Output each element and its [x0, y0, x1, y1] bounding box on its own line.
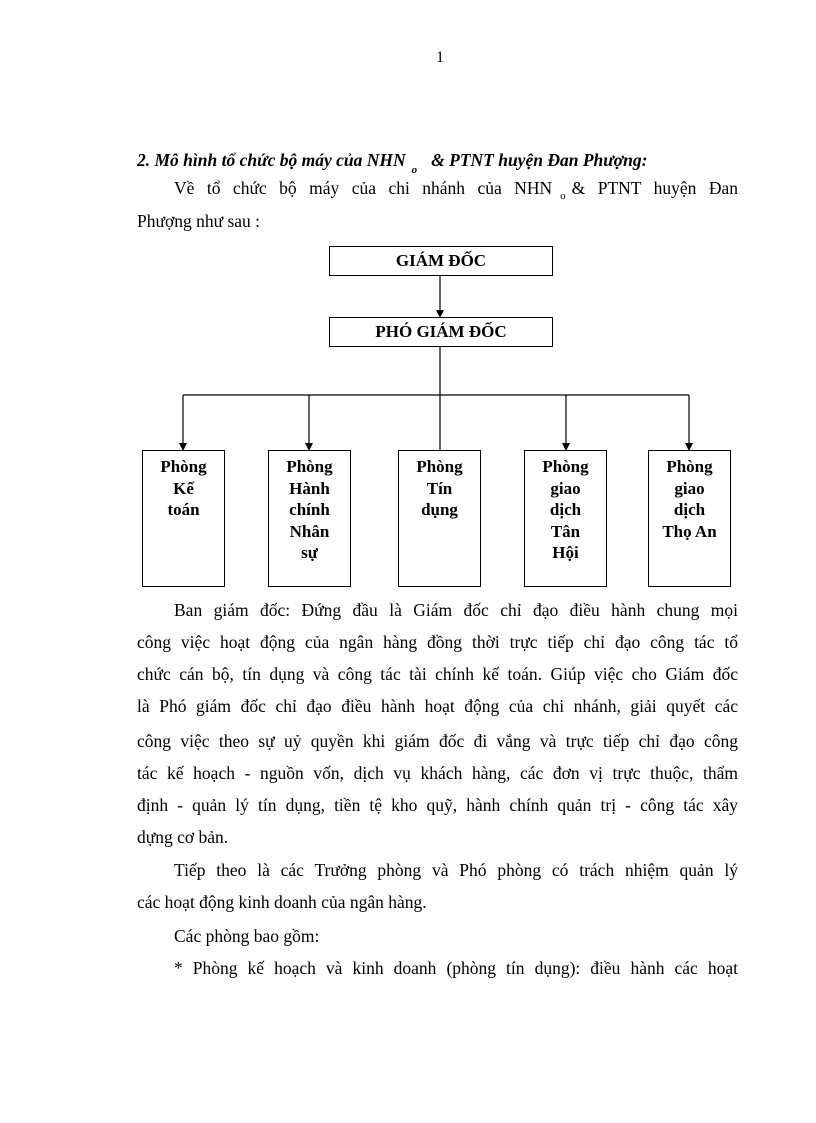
body-line-12: * Phòng kế hoạch và kinh doanh (phòng tín dụng): điều hành các hoạt [174, 958, 738, 978]
body-line-5: công việc theo sự uỷ quyền khi giám đốc đi vắng và trực tiếp chỉ đạo công [137, 731, 738, 751]
dept-2-line: Phòng [286, 457, 333, 476]
body-line-4: là Phó giám đốc chỉ đạo điều hành hoạt động của chi nhánh, giải quyết các [137, 696, 738, 716]
dept-2-line: Nhân [289, 521, 330, 541]
dept-1-line: toán [167, 500, 200, 519]
body-line-6: tác kế hoạch - nguồn vốn, dịch vụ khách hàng, các đơn vị trực thuộc, thẩm [137, 763, 738, 783]
heading-subscript: o [411, 164, 418, 176]
body-line-9: Tiếp theo là các Trưởng phòng và Phó phòng có trách nhiệm quản lý [174, 860, 738, 880]
dept-2-line: sự [301, 543, 318, 562]
dept-3-line: dụng [421, 500, 458, 519]
director-box: GIÁM ĐỐC [329, 246, 553, 276]
dept-1-line: Kế [173, 478, 194, 498]
dept-4-line: dịch [549, 500, 582, 519]
body-line-3: chức cán bộ, tín dụng và công tác tài chính kế toán. Giúp việc cho Giám đốc [137, 664, 738, 684]
body-line-2: công việc hoạt động của ngân hàng đồng thời trực tiếp chỉ đạo công tác tổ [137, 632, 738, 652]
heading-part-1: 2. Mô hình tổ chức bộ máy của NHN [137, 150, 406, 170]
body-line-10: các hoạt động kinh doanh của ngân hàng. [137, 892, 427, 912]
intro-subscript: o [560, 190, 566, 202]
dept-5-line: Thọ An [662, 521, 717, 541]
heading-part-2: & PTNT huyện Đan Phượng: [431, 150, 648, 170]
body-line-8: dựng cơ bản. [137, 827, 229, 847]
dept-box-5 [648, 450, 731, 587]
dept-1-line: Phòng [160, 457, 207, 476]
dept-2-line: chính [289, 500, 330, 519]
intro-line-2: Phượng như sau : [137, 211, 261, 231]
dept-box-4 [524, 450, 607, 587]
dept-5-line: dịch [673, 500, 706, 519]
dept-4-line: Tân [550, 521, 581, 541]
dept-5-line: giao [674, 478, 705, 498]
dept-4-line: Phòng [542, 457, 589, 476]
body-line-1: Ban giám đốc: Đứng đầu là Giám đốc chỉ đạo điều hành chung mọi [174, 600, 738, 620]
page-number: 1 [436, 49, 444, 66]
dept-4-line: Hội [552, 543, 579, 562]
body-line-11: Các phòng bao gồm: [174, 926, 320, 946]
deputy-director-box: PHÓ GIÁM ĐỐC [329, 317, 553, 347]
dept-5-line: Phòng [666, 457, 713, 476]
dept-3-line: Tín [426, 478, 453, 498]
dept-box-3 [398, 450, 481, 587]
dept-box-2 [268, 450, 351, 587]
dept-4-line: giao [550, 478, 581, 498]
dept-box-1 [142, 450, 225, 587]
dept-2-line: Hành [289, 478, 330, 498]
body-line-7: định - quản lý tín dụng, tiền tệ kho quỹ, hành chính quản trị - công tác xây [137, 795, 738, 815]
intro-line-1a: Về tổ chức bộ máy của chi nhánh của NHN [174, 178, 553, 198]
intro-line-1b: & PTNT huyện Đan [571, 178, 739, 198]
dept-3-line: Phòng [416, 457, 463, 476]
